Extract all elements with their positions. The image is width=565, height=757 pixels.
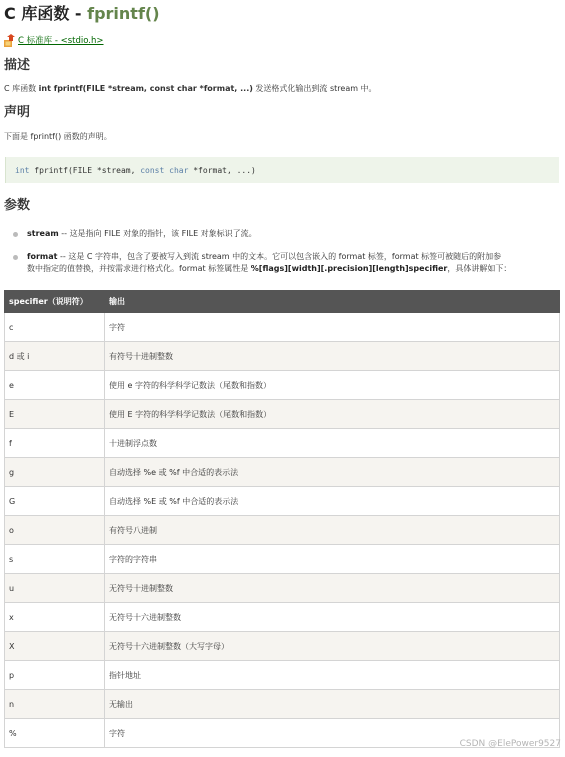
- specifier-cell: f: [5, 429, 105, 458]
- specifier-cell: s: [5, 545, 105, 574]
- output-cell: 字符: [105, 719, 560, 748]
- table-row: [5, 400, 560, 429]
- output-cell: 字符的字符串: [105, 545, 560, 574]
- function-signature: int fprintf(FILE *stream, const char *format, ...): [38, 84, 253, 93]
- description-text: C 库函数 int fprintf(FILE *stream, const char *format, ...) 发送格式化输出到流 stream 中。: [4, 84, 377, 93]
- output-cell: 无输出: [105, 690, 560, 719]
- table-row: [5, 429, 560, 458]
- specifier-cell: x: [5, 603, 105, 632]
- output-cell: 使用 E 字符的科学科学记数法（尾数和指数）: [105, 400, 560, 429]
- specifier-cell: e: [5, 371, 105, 400]
- table-row: [5, 661, 560, 690]
- table-header-cell: specifier（说明符）: [5, 291, 105, 313]
- output-cell: 指针地址: [105, 661, 560, 690]
- specifier-cell: %: [5, 719, 105, 748]
- param-name: format: [27, 252, 58, 261]
- specifier-cell: n: [5, 690, 105, 719]
- title-function-name: fprintf(): [87, 4, 160, 23]
- specifier-cell: G: [5, 487, 105, 516]
- table-row: [5, 545, 560, 574]
- parameters-list: [0, 228, 565, 286]
- breadcrumb: [4, 33, 104, 47]
- parameters-heading: 参数: [4, 198, 31, 213]
- output-cell: 无符号十进制整数: [105, 574, 560, 603]
- format-spec: %[flags][width][.precision][length]specifier: [250, 264, 448, 273]
- output-cell: 无符号十六进制整数（大写字母）: [105, 632, 560, 661]
- output-cell: 无符号十六进制整数: [105, 603, 560, 632]
- table-row: [5, 690, 560, 719]
- code-block: int fprintf(FILE *stream, const char *format, ...): [5, 157, 559, 183]
- code-keyword: char: [169, 165, 189, 175]
- title-prefix: C 库函数 -: [4, 4, 88, 23]
- table-row: [5, 574, 560, 603]
- specifier-cell: c: [5, 313, 105, 342]
- table-header-cell: 输出: [105, 291, 560, 313]
- table-row: [5, 516, 560, 545]
- specifier-cell: g: [5, 458, 105, 487]
- output-cell: 自动选择 %e 或 %f 中合适的表示法: [105, 458, 560, 487]
- code-keyword: int: [15, 165, 30, 175]
- table-row: [5, 487, 560, 516]
- table-header-row: [5, 291, 560, 313]
- declaration-heading: 声明: [4, 105, 31, 120]
- specifier-cell: X: [5, 632, 105, 661]
- param-name: stream: [27, 229, 59, 238]
- specifier-cell: p: [5, 661, 105, 690]
- table-row: [5, 458, 560, 487]
- list-item: format -- 这是 C 字符串，包含了要被写入到流 stream 中的文本。它可以包含嵌入的 format 标签，format 标签可被随后的附加参 数中指定的值替换，并按需求进行格式化。format 标签属性是 %[flags][width][.precision][length]specifier，具体讲解如下：: [0, 251, 565, 275]
- specifier-cell: o: [5, 516, 105, 545]
- table-row: [5, 603, 560, 632]
- page-title: [4, 3, 160, 25]
- specifier-table: [4, 290, 560, 748]
- watermark: CSDN @ElePower9527: [459, 739, 561, 749]
- output-cell: 有符号十进制整数: [105, 342, 560, 371]
- list-item: stream -- 这是指向 FILE 对象的指针，该 FILE 对象标识了流。: [0, 228, 565, 240]
- code-keyword: const: [140, 165, 165, 175]
- table-row: [5, 371, 560, 400]
- bullet-icon: [13, 255, 18, 260]
- output-cell: 字符: [105, 313, 560, 342]
- table-row: [5, 632, 560, 661]
- output-cell: 有符号八进制: [105, 516, 560, 545]
- up-arrow-icon: [4, 34, 16, 47]
- description-heading: 描述: [4, 58, 31, 73]
- bullet-icon: [13, 232, 18, 237]
- specifier-cell: E: [5, 400, 105, 429]
- breadcrumb-link-stdio[interactable]: C 标准库 - <stdio.h>: [18, 36, 104, 46]
- declaration-text: 下面是 fprintf() 函数的声明。: [4, 132, 112, 141]
- table-row: [5, 313, 560, 342]
- table-row: [5, 342, 560, 371]
- output-cell: 自动选择 %E 或 %f 中合适的表示法: [105, 487, 560, 516]
- output-cell: 十进制浮点数: [105, 429, 560, 458]
- specifier-cell: u: [5, 574, 105, 603]
- output-cell: 使用 e 字符的科学科学记数法（尾数和指数）: [105, 371, 560, 400]
- specifier-cell: d 或 i: [5, 342, 105, 371]
